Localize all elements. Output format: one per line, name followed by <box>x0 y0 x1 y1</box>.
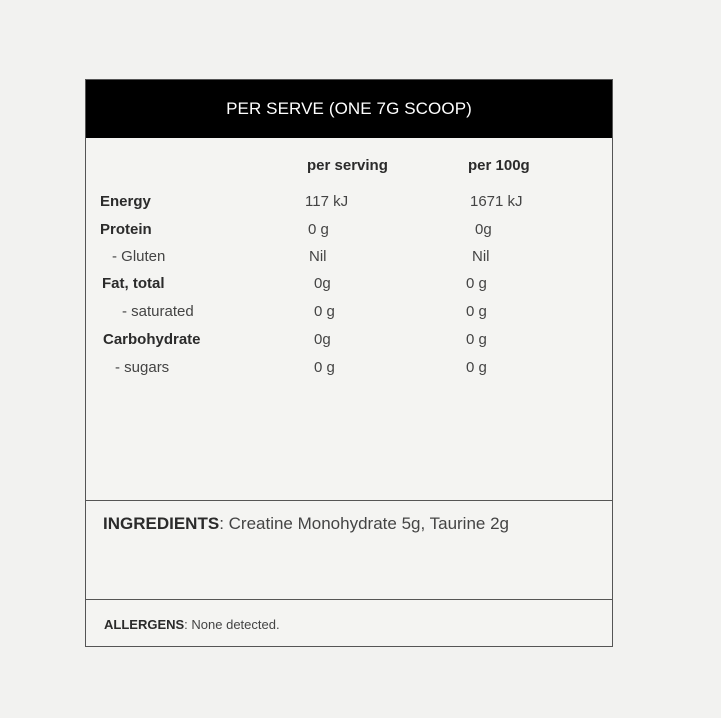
row-label-saturated: - saturated <box>122 303 194 320</box>
row-value-saturated-serving: 0 g <box>314 303 335 320</box>
allergens-line <box>104 617 280 632</box>
column-header-per-100g: per 100g <box>468 157 530 174</box>
ingredients-text: : Creatine Monohydrate 5g, Taurine 2g <box>219 514 510 533</box>
row-label-energy: Energy <box>100 193 151 210</box>
divider-ingredients <box>86 500 612 501</box>
row-value-fat-serving: 0g <box>314 275 331 292</box>
row-value-fat-100g: 0 g <box>466 275 487 292</box>
ingredients-label: INGREDIENTS <box>103 514 220 533</box>
divider-allergens <box>86 599 612 600</box>
row-value-protein-100g: 0g <box>475 221 492 238</box>
column-header-per-serving: per serving <box>307 157 388 174</box>
row-value-carbohydrate-serving: 0g <box>314 331 331 348</box>
row-value-gluten-100g: Nil <box>472 248 490 265</box>
allergens-label: ALLERGENS <box>104 617 185 632</box>
row-value-energy-100g: 1671 kJ <box>470 193 523 210</box>
row-value-carbohydrate-100g: 0 g <box>466 331 487 348</box>
row-label-fat-total: Fat, total <box>102 275 165 292</box>
row-value-energy-serving: 117 kJ <box>305 193 349 210</box>
header-title: PER SERVE (ONE 7G SCOOP) <box>226 99 472 118</box>
row-label-gluten: - Gluten <box>112 248 166 265</box>
row-value-saturated-100g: 0 g <box>466 303 487 320</box>
ingredients-line <box>103 514 509 534</box>
row-value-sugars-100g: 0 g <box>466 359 487 376</box>
nutrition-panel <box>85 79 613 647</box>
row-value-sugars-serving: 0 g <box>314 359 335 376</box>
row-label-protein: Protein <box>100 221 152 238</box>
row-label-sugars: - sugars <box>115 359 170 376</box>
allergens-text: : None detected. <box>184 617 280 632</box>
row-value-gluten-serving: Nil <box>309 248 327 265</box>
row-value-protein-serving: 0 g <box>308 221 329 238</box>
row-label-carbohydrate: Carbohydrate <box>103 331 201 348</box>
panel-header <box>86 80 612 138</box>
